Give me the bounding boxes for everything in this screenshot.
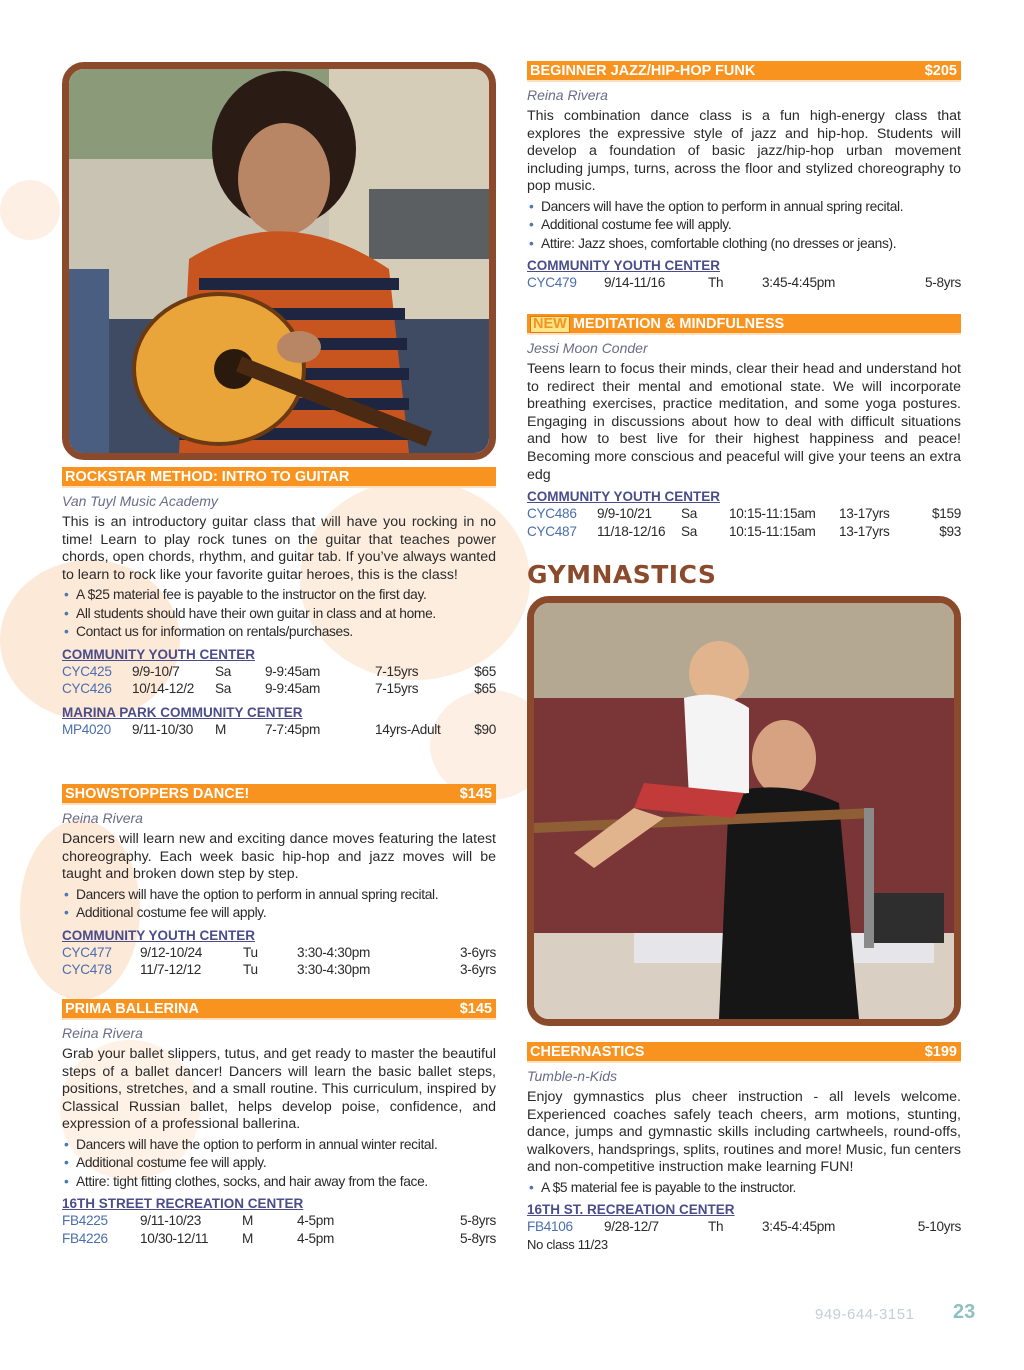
gymnastics-photo-illustration xyxy=(534,603,954,1019)
course-code[interactable]: MP4020 xyxy=(62,721,111,737)
time: 10:15-11:15am xyxy=(729,523,816,539)
class-price: $205 xyxy=(924,63,957,79)
class-notes xyxy=(62,886,496,923)
course-code[interactable]: CYC477 xyxy=(62,944,112,960)
time: 3:30-4:30pm xyxy=(297,944,371,960)
class-notes xyxy=(527,1179,961,1198)
location-heading[interactable]: COMMUNITY YOUTH CENTER xyxy=(527,489,721,505)
age: 3-6yrs xyxy=(460,962,496,978)
class-price: $145 xyxy=(459,1001,492,1017)
class-notes xyxy=(62,1136,496,1192)
schedule-row xyxy=(62,961,496,979)
note-item: • Dancers will have the option to perform in annual winter recital. xyxy=(62,1136,496,1155)
class-title-wrap xyxy=(530,314,784,333)
location-heading[interactable]: 16TH STREET RECREATION CENTER xyxy=(62,1196,304,1212)
note-item: • Additional costume fee will apply. xyxy=(527,216,961,235)
dates: 9/12-10/24 xyxy=(140,944,203,960)
dates: 9/14-11/16 xyxy=(604,275,665,291)
class-title-bar xyxy=(527,1042,961,1063)
location-heading[interactable]: MARINA PARK COMMUNITY CENTER xyxy=(62,704,303,720)
dates: 10/30-12/11 xyxy=(140,1230,209,1246)
background-splash xyxy=(0,180,60,240)
note-item: • Additional costume fee will apply. xyxy=(62,904,496,923)
class-description: Grab your ballet slippers, tutus, and get ready to master the beautiful steps of a ballet dancer! Dancers will learn the basic ballet steps, positions, stretches, and a small routine. This curriculum, inspired by Classical Russian ballet, helps develop poise, confidence, and expression of a professional ballerina. xyxy=(62,1046,496,1133)
dates: 9/28-12/7 xyxy=(604,1219,659,1235)
time: 4-5pm xyxy=(297,1213,335,1229)
day: M xyxy=(242,1230,254,1246)
note-item: • Attire: Jazz shoes, comfortable clothing (no dresses or jeans). xyxy=(527,235,961,254)
meditation-class xyxy=(527,314,961,540)
price: $65 xyxy=(474,663,496,679)
rockstar-class xyxy=(62,467,496,738)
class-title-bar xyxy=(62,784,496,805)
class-description: Dancers will learn new and exciting dance moves featuring the latest choreography. Each week basic hip-hop and jazz moves will be taught and broken down step by step. xyxy=(62,831,496,883)
class-title-bar xyxy=(62,467,496,488)
age: 7-15yrs xyxy=(375,681,419,697)
note-item: • A $5 material fee is payable to the instructor. xyxy=(527,1179,961,1198)
class-title: MEDITATION & MINDFULNESS xyxy=(572,316,785,332)
time: 3:30-4:30pm xyxy=(297,962,371,978)
age: 5-8yrs xyxy=(925,275,961,291)
course-code[interactable]: FB4225 xyxy=(62,1213,108,1229)
note-item: • Contact us for information on rentals/purchases. xyxy=(62,623,496,642)
note-item: • Additional costume fee will apply. xyxy=(62,1154,496,1173)
day: Tu xyxy=(243,944,258,960)
class-price: $199 xyxy=(924,1044,957,1060)
age: 13-17yrs xyxy=(839,523,890,539)
location-heading[interactable]: COMMUNITY YOUTH CENTER xyxy=(527,258,721,274)
day: Th xyxy=(708,275,724,291)
time: 7-7:45pm xyxy=(265,721,321,737)
dates: 9/9-10/21 xyxy=(597,506,652,522)
instructor-name: Reina Rivera xyxy=(62,1025,143,1041)
class-description: Enjoy gymnastics plus cheer instruction - all levels welcome. Experienced coaches safely teach cheers, arm motions, stunting, dance, jumps and gymnastic skills including cartwheels, round-offs, walkovers, handsprings, splits, routines and more! Music, fun centers and non-competitive instruction make learning FUN! xyxy=(527,1089,961,1176)
day: M xyxy=(242,1213,254,1229)
schedule-row xyxy=(62,944,496,962)
age: 5-8yrs xyxy=(460,1213,496,1229)
section-title: GYMNASTICS xyxy=(527,560,717,589)
schedule-row xyxy=(62,663,496,681)
gymnastics-photo xyxy=(527,596,961,1026)
course-code[interactable]: FB4106 xyxy=(527,1219,573,1235)
day: Sa xyxy=(681,506,698,522)
class-title: CHEERNASTICS xyxy=(530,1044,645,1060)
schedule-row xyxy=(62,721,496,739)
note-item: • All students should have their own guitar in class and at home. xyxy=(62,605,496,624)
schedule-row xyxy=(62,1212,496,1230)
class-title: ROCKSTAR METHOD: INTRO TO GUITAR xyxy=(65,469,350,485)
time: 3:45-4:45pm xyxy=(762,275,836,291)
class-title: SHOWSTOPPERS DANCE! xyxy=(65,786,250,802)
schedule-row xyxy=(527,274,961,292)
time: 10:15-11:15am xyxy=(729,506,816,522)
age: 3-6yrs xyxy=(460,944,496,960)
class-title-bar xyxy=(527,314,961,335)
class-title: BEGINNER JAZZ/HIP-HOP FUNK xyxy=(530,63,756,79)
class-description: This combination dance class is a fun high-energy class that explores the expressive style of jazz and hip-hop. Students will develop a foundation of basic jazz/hip-hop urban movement including jumps, turns, across the floor and stylized choreography to pop music. xyxy=(527,108,961,195)
dates: 11/7-12/12 xyxy=(140,962,201,978)
note-item: • A $25 material fee is payable to the instructor on the first day. xyxy=(62,586,496,605)
course-code[interactable]: CYC478 xyxy=(62,962,112,978)
class-title: PRIMA BALLERINA xyxy=(65,1001,199,1017)
footer-phone: 949-644-3151 xyxy=(815,1306,915,1323)
schedule-row xyxy=(527,1218,961,1236)
guitar-photo xyxy=(62,62,496,460)
price: $65 xyxy=(474,681,496,697)
age: 5-10yrs xyxy=(917,1219,961,1235)
age: 13-17yrs xyxy=(839,506,890,522)
note-item: • Dancers will have the option to perform in annual spring recital. xyxy=(62,886,496,905)
location-heading[interactable]: COMMUNITY YOUTH CENTER xyxy=(62,646,256,662)
age: 7-15yrs xyxy=(375,663,419,679)
location-heading[interactable]: 16TH ST. RECREATION CENTER xyxy=(527,1202,735,1218)
day: Sa xyxy=(681,523,698,539)
guitar-photo-illustration xyxy=(69,69,489,453)
course-code[interactable]: CYC479 xyxy=(527,275,577,291)
price: $93 xyxy=(939,523,961,539)
price: $159 xyxy=(931,506,961,522)
dates: 9/11-10/30 xyxy=(132,721,193,737)
instructor-name: Reina Rivera xyxy=(62,810,143,826)
dates: 10/14-12/2 xyxy=(132,681,195,697)
course-code[interactable]: CYC487 xyxy=(527,523,577,539)
jazz-class xyxy=(527,61,961,292)
day: Sa xyxy=(215,663,232,679)
ballerina-class xyxy=(62,999,496,1247)
time: 3:45-4:45pm xyxy=(762,1219,836,1235)
instructor-name: Jessi Moon Conder xyxy=(527,340,648,356)
class-price: $145 xyxy=(459,786,492,802)
class-title-bar xyxy=(62,999,496,1020)
course-code[interactable]: CYC426 xyxy=(62,681,112,697)
dates: 9/9-10/7 xyxy=(132,663,180,679)
day: Th xyxy=(708,1219,724,1235)
age: 14yrs-Adult xyxy=(375,721,441,737)
page-number: 23 xyxy=(953,1301,976,1323)
schedule-note: No class 11/23 xyxy=(527,1236,608,1252)
course-code[interactable]: CYC425 xyxy=(62,663,112,679)
course-code[interactable]: CYC486 xyxy=(527,506,577,522)
course-code[interactable]: FB4226 xyxy=(62,1230,108,1246)
day: Tu xyxy=(243,962,258,978)
schedule-row xyxy=(527,505,961,523)
showstoppers-class xyxy=(62,784,496,979)
instructor-name: Van Tuyl Music Academy xyxy=(62,493,218,509)
class-description: Teens learn to focus their minds, clear their head and understand hot to redirect their mental and emotional state. We will incorporate breathing exercises, practice meditation, and some yoga postures. Engaging in discussions about how to deal with difficult situations and how to best live for their highest happiness and peace! Becoming more conscious and peaceful will give your teens an extra edg xyxy=(527,361,961,483)
class-description: This is an introductory guitar class that will have you rocking in no time! Learn to play rock tunes on the guitar that teaches power chords, open chords, rhythm, and guitar tab. If you’ve always wanted to learn to rock like your favorite guitar heroes, this is the class! xyxy=(62,514,496,583)
schedule-row xyxy=(62,680,496,698)
day: M xyxy=(215,721,227,737)
day: Sa xyxy=(215,681,232,697)
instructor-name: Reina Rivera xyxy=(527,87,608,103)
age: 5-8yrs xyxy=(460,1230,496,1246)
new-badge: NEW xyxy=(530,316,570,333)
dates: 11/18-12/16 xyxy=(597,523,666,539)
class-title-bar xyxy=(527,61,961,82)
dates: 9/11-10/23 xyxy=(140,1213,201,1229)
time: 9-9:45am xyxy=(265,663,321,679)
cheernastics-class xyxy=(527,1042,961,1253)
class-notes xyxy=(527,198,961,254)
time: 4-5pm xyxy=(297,1230,335,1246)
note-item: • Attire: tight fitting clothes, socks, and hair away from the face. xyxy=(62,1173,496,1192)
location-heading[interactable]: COMMUNITY YOUTH CENTER xyxy=(62,927,256,943)
price: $90 xyxy=(474,721,496,737)
note-item: • Dancers will have the option to perform in annual spring recital. xyxy=(527,198,961,217)
schedule-row xyxy=(527,523,961,541)
time: 9-9:45am xyxy=(265,681,321,697)
class-notes xyxy=(62,586,496,642)
schedule-row xyxy=(62,1230,496,1248)
instructor-name: Tumble-n-Kids xyxy=(527,1068,617,1084)
